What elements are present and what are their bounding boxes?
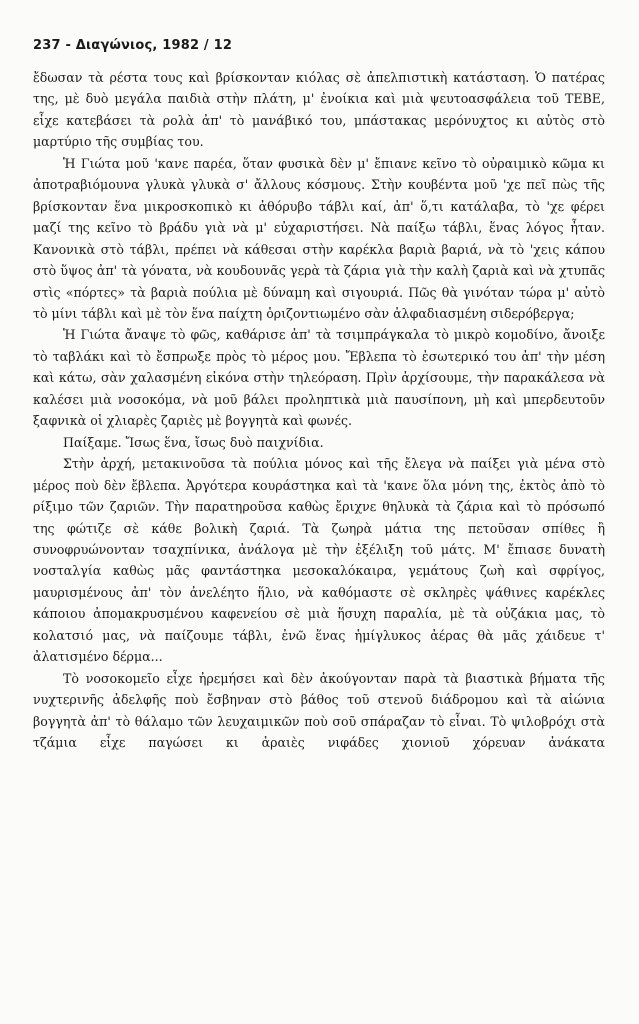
paragraph-1: ἔδωσαν τὰ ρέστα τους καὶ βρίσκονταν κιόλας σὲ ἀπελπιστικὴ κατάσταση. Ὁ πατέρας της, μὲ δυὸ μεγάλα παιδιὰ στὴν πλάτη, μ' ἐνοίκια καὶ μιὰ ψευτοασφάλεια τοῦ ΤΕΒΕ, εἶχε κατεβάσει τὰ ρολὰ ἀπ' τὸ μανάβικό του, μπάστακας μερόνυχτος κι αὐτὸς στὸ μαρτύριο τῆς συμβίας του. xyxy=(33,70,605,150)
paragraph-5: Στὴν ἀρχή, μετακινοῦσα τὰ πούλια μόνος καὶ τῆς ἔλεγα νὰ παίξει γιὰ μένα στὸ μέρος ποὺ δὲν ἔβλεπα. Ἀργότερα κουράστηκα καὶ τὰ 'κανε ὅλα μόνη της, ἐκτὸς ἀπὸ τὸ ρίξιμο τῶν ζαριῶν. Τὴν παρατηροῦσα καθὼς ἔριχνε θηλυκὰ τὰ ζάρια καὶ τὸ πρόσωπό της φώτιζε σὲ κάθε βολικὴ ζαριά. Τὰ ζωηρὰ μάτια της πετοῦσαν σπίθες ἢ συνοφρυώνονταν τσαχπίνικα, ἀνάλογα μὲ τὴν ἐξέλιξη τοῦ μάτς. Μ' ἔπιασε δυνατὴ νοσταλγία καθὼς μᾶς φαντάστηκα μεσοκαλόκαιρα, γεμάτους ζωὴ καὶ σφρίγος, μαυρισμένους ἀπ' τὸν ἀνελέητο ἥλιο, νὰ καθόμαστε σὲ σκληρὲς ψάθινες καρέκλες κάποιου ἀπομακρυσμένου καφενείου σὲ μιὰ ἥσυχη παραλία, μὲ τὰ οὐζάκια μας, τὸ κολατσιό μας, νὰ παίζουμε τάβλι, ἐνῶ ἕνας ἡμίγλυκος ἀέρας θὰ μᾶς χάιδευε τ' ἀλατισμένο δέρμα... xyxy=(33,456,605,665)
paragraph-3: Ἡ Γιώτα ἄναψε τὸ φῶς, καθάρισε ἀπ' τὰ τσιμπράγκαλα τὸ μικρὸ κομοδίνο, ἄνοιξε τὸ ταβλάκι καὶ τὸ ἔσπρωξε πρὸς τὸ μέρος μου. Ἔβλεπα τὸ ἐσωτερικό του ἀπ' τὴν μέση καὶ κάτω, σὰν χαλασμένη εἰκόνα στὴν τηλεόραση. Πρὶν ἀρχίσουμε, τὴν παρακάλεσα νὰ καλέσει μιὰ νοσοκόμα, νὰ μοῦ βάλει προληπτικὰ μιὰ παυσίπονη, μὴ καὶ μπερδευτοῦν ξαφνικὰ οἱ χλιαρὲς ζαριὲς μὲ βογγητὰ καὶ φωνές. xyxy=(33,327,605,429)
running-header: 237 - Διαγώνιος, 1982 / 12 xyxy=(33,38,233,53)
paragraph-2: Ἡ Γιώτα μοῦ 'κανε παρέα, ὅταν φυσικὰ δὲν μ' ἔπιανε κεῖνο τὸ οὐραιμικὸ κῶμα κι ἀποτραβιόμουνα γλυκὰ γλυκὰ σ' ἄλλους κόσμους. Στὴν κουβέντα μοῦ 'χε πεῖ πὼς τῆς βρίσκονταν ἕνα μικροσκοπικὸ κι ἀθόρυβο τάβλι καί, ἀπ' ὅ,τι κατάλαβα, τὸ 'χε φέρει μαζί της κεῖνο τὸ βράδυ γιὰ νὰ μ' εὐχαριστήσει. Νὰ παίξω τάβλι, ἕνας λόγος ἦταν. Κανονικὰ στὸ τάβλι, πρέπει νὰ κάθεσαι στὴν καρέκλα βαριὰ βαριά, νὰ τὸ 'χεις κάπου στὸ ὕψος ἀπ' τὰ γόνατα, νὰ κουδουνᾶς γερὰ τὰ ζάρια γιὰ τὴν καλὴ ζαριὰ καὶ νὰ χτυπᾶς στὶς «πόρτες» τὰ βαριὰ πούλια μὲ δύναμη καὶ σιγουριά. Πῶς θὰ γινόταν τώρα μ' αὐτὸ τὸ μίνι τάβλι καὶ μὲ τὸν ἕνα παίχτη ὁριζοντιωμένο σὰν ἀλφαδιασμένη σιδερόβεργα; xyxy=(33,155,605,321)
paragraph-6: Τὸ νοσοκομεῖο εἶχε ἠρεμήσει καὶ δὲν ἀκούγονταν παρὰ τὰ βιαστικὰ βήματα τῆς νυχτερινῆς ἀδελφῆς ποὺ ἔσβηναν στὸ βάθος τοῦ στενοῦ διάδρομου καὶ τὰ αἰώνια βογγητὰ ἀπ' τὸ θάλαμο τῶν λευχαιμικῶν ποὺ σοῦ σπάραζαν τὸ εἶναι. Τὸ ψιλοβρόχι στὰ τζάμια εἶχε παγώσει κι ἀραιὲς νιφάδες χιονιοῦ χόρευαν ἀνάκατα xyxy=(33,670,605,751)
book-page xyxy=(33,38,605,1008)
body-text xyxy=(33,67,605,754)
paragraph-4: Παίξαμε. Ἴσως ἕνα, ἴσως δυὸ παιχνίδια. xyxy=(63,434,324,450)
